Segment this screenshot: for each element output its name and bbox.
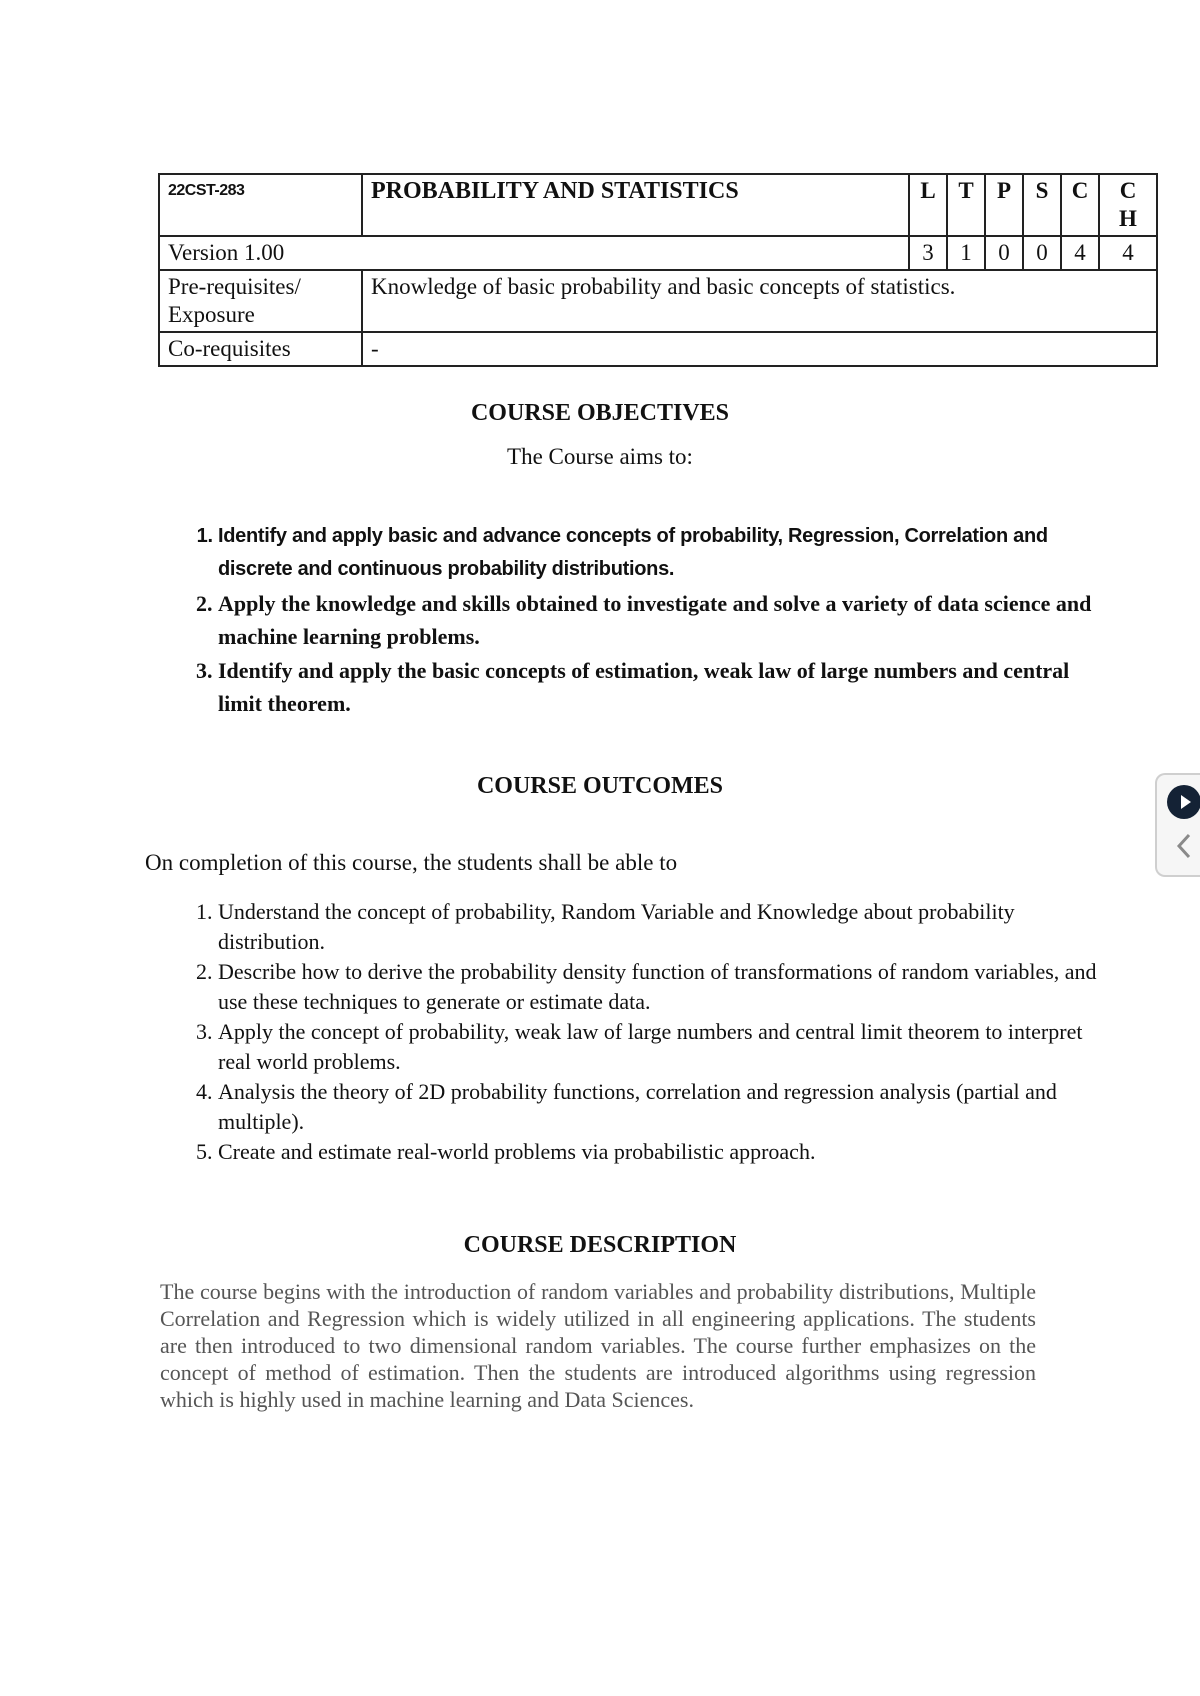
list-item: 1. Identify and apply basic and advance concepts of probability, Regression, Correlation and discrete and continuous probability distributions. xyxy=(218,520,1118,586)
coreq-label: Co-requisites xyxy=(159,332,362,366)
ltp-value-s: 0 xyxy=(1023,236,1061,270)
list-item: 5. Create and estimate real-world problems via probabilistic approach. xyxy=(218,1137,1118,1167)
side-widget[interactable] xyxy=(1155,773,1200,877)
ltp-header-p: P xyxy=(985,174,1023,236)
table-row xyxy=(159,174,1157,236)
course-title: PROBABILITY AND STATISTICS xyxy=(362,174,909,236)
list-item: 3. Identify and apply the basic concepts of estimation, weak law of large numbers and central limit theorem. xyxy=(218,654,1118,720)
ltp-value-c: 4 xyxy=(1061,236,1099,270)
coreq-value: - xyxy=(362,332,1157,366)
outcomes-list xyxy=(178,897,1118,1167)
ltp-header-ch: C H xyxy=(1099,174,1157,236)
description-text: The course begins with the introduction of random variables and probability distributions, Multiple Correlation and Regression which is widely utilized in all engineering applications. The students are then introduced to two dimensional random variables. The course further emphasizes on the concept of method of estimation. Then the students are introduced algorithms using regression which is highly used in machine learning and Data Sciences. xyxy=(160,1279,1036,1412)
version-label: Version 1.00 xyxy=(159,236,909,270)
outcomes-intro: On completion of this course, the students shall be able to xyxy=(145,850,678,875)
prereq-label: Pre-requisites/ Exposure xyxy=(159,270,362,332)
ltp-header-c: C xyxy=(1061,174,1099,236)
course-code: 22CST-283 xyxy=(159,174,362,236)
objectives-heading: COURSE OBJECTIVES xyxy=(470,400,730,426)
objectives-subheading: The Course aims to: xyxy=(507,444,693,469)
list-item: 2. Apply the knowledge and skills obtained to investigate and solve a variety of data science and machine learning problems. xyxy=(218,587,1118,653)
list-item: 4. Analysis the theory of 2D probability functions, correlation and regression analysis (partial and multiple). xyxy=(218,1077,1118,1137)
ltp-header-l: L xyxy=(909,174,947,236)
outcomes-heading: COURSE OUTCOMES xyxy=(476,773,724,799)
prereq-value: Knowledge of basic probability and basic concepts of statistics. xyxy=(362,270,1157,332)
table-row xyxy=(159,332,1157,366)
course-header-table xyxy=(158,173,1158,367)
ltp-value-t: 1 xyxy=(947,236,985,270)
ltp-header-t: T xyxy=(947,174,985,236)
play-circle-icon[interactable] xyxy=(1167,785,1200,819)
ltp-value-ch: 4 xyxy=(1099,236,1157,270)
ltp-header-s: S xyxy=(1023,174,1061,236)
ltp-value-l: 3 xyxy=(909,236,947,270)
table-row xyxy=(159,236,1157,270)
objectives-list xyxy=(178,520,1118,721)
chevron-left-icon[interactable] xyxy=(1169,829,1199,868)
list-item: 2. Describe how to derive the probability density function of transformations of random variables, and use these techniques to generate or estimate data. xyxy=(218,957,1118,1017)
list-item: 1. Understand the concept of probability, Random Variable and Knowledge about probability distribution. xyxy=(218,897,1118,957)
description-heading: COURSE DESCRIPTION xyxy=(463,1232,737,1258)
ltp-value-p: 0 xyxy=(985,236,1023,270)
list-item: 3. Apply the concept of probability, weak law of large numbers and central limit theorem to interpret real world problems. xyxy=(218,1017,1118,1077)
table-row xyxy=(159,270,1157,332)
